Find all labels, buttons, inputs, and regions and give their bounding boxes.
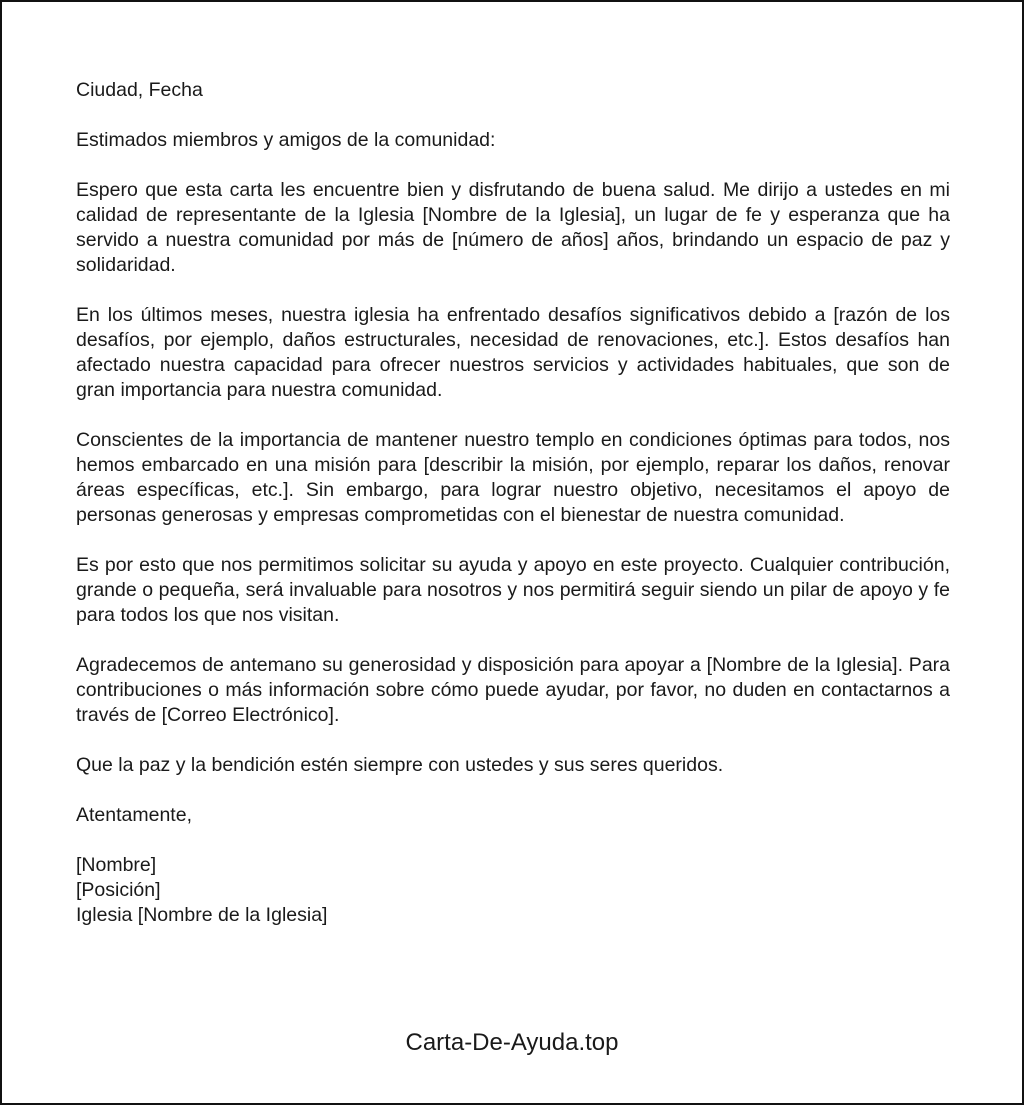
signature-name: [Nombre] xyxy=(76,854,157,876)
signature-organization: Iglesia [Nombre de la Iglesia] xyxy=(76,904,328,926)
letter-body xyxy=(76,78,950,928)
signature-block xyxy=(76,853,950,928)
paragraph-mission: Conscientes de la importancia de mantener nuestro templo en condiciones óptimas para todos, nos hemos embarcado en una misión para [describir la misión, por ejemplo, reparar los daños, renovar áreas específicas, etc.]. Sin embargo, para lograr nuestro objetivo, necesitamos el apoyo de personas generosas y empresas comprometidas con el bienestar de nuestra comunidad. xyxy=(76,429,950,526)
paragraph-blessing: Que la paz y la bendición estén siempre con ustedes y sus seres queridos. xyxy=(76,754,724,776)
footer-website: Carta-De-Ayuda.top xyxy=(405,1029,619,1056)
paragraph-thanks: Agradecemos de antemano su generosidad y disposición para apoyar a [Nombre de la Iglesia]. Para contribuciones o más información sobre cómo puede ayudar, por favor, no duden en contactarnos a través de [Correo Electrónico]. xyxy=(76,654,950,726)
salutation: Estimados miembros y amigos de la comunidad: xyxy=(76,129,496,151)
closing: Atentamente, xyxy=(76,804,192,826)
paragraph-challenges: En los últimos meses, nuestra iglesia ha enfrentado desafíos significativos debido a [razón de los desafíos, por ejemplo, daños estructurales, necesidad de renovaciones, etc.]. Estos desafíos han afectado nuestra capacidad para ofrecer nuestros servicios y actividades habituales, que son de gran importancia para nuestra comunidad. xyxy=(76,304,950,401)
paragraph-introduction: Espero que esta carta les encuentre bien y disfrutando de buena salud. Me dirijo a ustedes en mi calidad de representante de la Iglesia [Nombre de la Iglesia], un lugar de fe y esperanza que ha servido a nuestra comunidad por más de [número de años] años, brindando un espacio de paz y solidaridad. xyxy=(76,179,950,276)
signature-position: [Posición] xyxy=(76,879,161,901)
place-date: Ciudad, Fecha xyxy=(76,79,203,101)
paragraph-request: Es por esto que nos permitimos solicitar su ayuda y apoyo en este proyecto. Cualquier contribución, grande o pequeña, será invaluable para nosotros y nos permitirá seguir siendo un pilar de apoyo y fe para todos los que nos visitan. xyxy=(76,554,950,626)
